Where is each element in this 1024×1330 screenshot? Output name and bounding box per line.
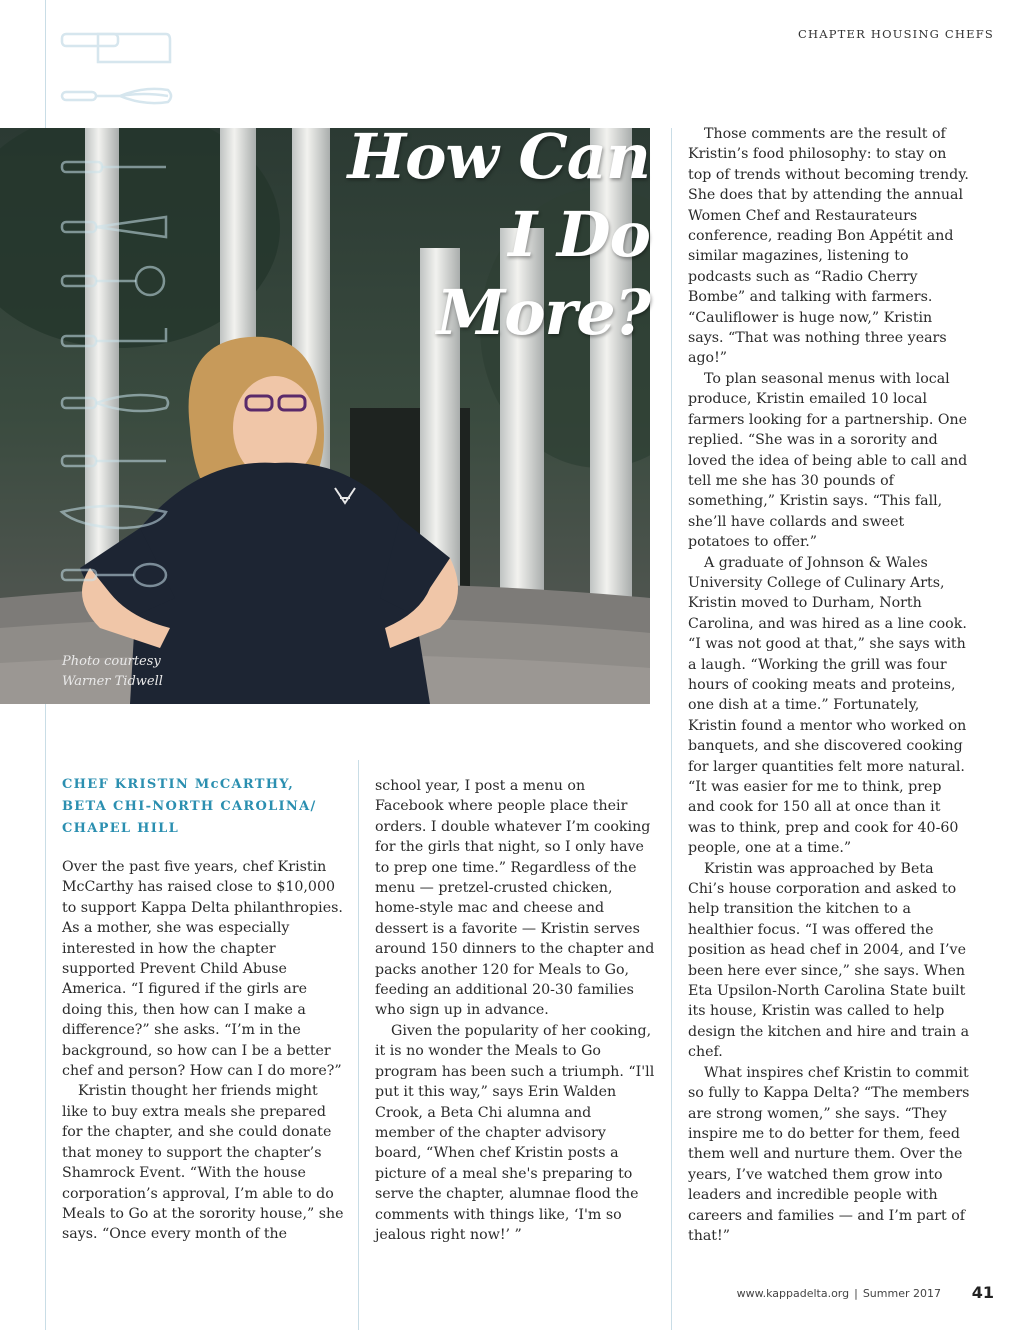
page-number: 41 bbox=[971, 1283, 994, 1302]
footer-separator: | bbox=[854, 1287, 858, 1300]
byline bbox=[62, 774, 342, 840]
utensil-column-icon bbox=[58, 150, 173, 590]
photo-credit-line-1: Photo courtesy bbox=[62, 654, 161, 669]
kitchen-utensils-icon bbox=[58, 28, 178, 118]
paragraph: school year, I post a menu on Facebook where people place their orders. I double whatever I’m cooking for the girls that night, so I only have to prep one time.” Regardless of the menu — pretzel-crusted chicken, home-style mac and cheese and dessert is a favorite — Kristin serves around 150 dinners to the chapter and packs another 120 for Meals to Go, feeding an additional 20-30 families who sign up in advance. bbox=[375, 778, 655, 1019]
paragraph: Kristin was approached by Beta Chi’s house corporation and asked to help transition the kitchen to a healthier focus. “I was offered the position as head chef in 2004, and I’ve been here ever since,” she says. When Eta Upsilon-North Carolina State built its house, Kristin was called to help design the kitchen and hire and train a chef. bbox=[688, 860, 970, 1061]
byline-line-2: BETA CHI-NORTH CAROLINA/ bbox=[62, 799, 317, 814]
column-rule-center-left bbox=[358, 760, 359, 1330]
footer-issue: Summer 2017 bbox=[862, 1287, 941, 1300]
headline bbox=[348, 118, 651, 352]
paragraph: Over the past five years, chef Kristin McCarthy has raised close to $10,000 to support Kappa Delta philanthropies. As a mother, she was especially interested in how the chapter supported Prevent Child Abuse America. “I figured if the girls are doing this, then how can I make a difference?” she asks. “I’m in the background, so how can I be a better chef and person? How can I do more?” bbox=[62, 859, 343, 1080]
headline-line-2: I Do bbox=[508, 198, 650, 271]
paragraph: What inspires chef Kristin to commit so fully to Kappa Delta? “The members are strong women,” she says. “They inspire me to do better for them, feed them well and nurture them. Over the years, I’ve watched them grow into leaders and incredible people with careers and families — and I’m part of that!” bbox=[688, 1064, 970, 1244]
paragraph: Kristin thought her friends might like to buy extra meals she prepared for the chapter, and she could donate that money to support the chapter’s Shamrock Event. “With the house corporation’s approval, I’m able to do Meals to Go at the sorority house,” she says. “Once every month of the bbox=[62, 1083, 344, 1243]
page-footer bbox=[737, 1287, 941, 1300]
photo-credit-line-2: Warner Tidwell bbox=[62, 674, 163, 689]
column-rule-center-right bbox=[671, 128, 672, 1330]
byline-line-3: CHAPEL HILL bbox=[62, 821, 180, 836]
article-column-3 bbox=[688, 124, 970, 1246]
paragraph: To plan seasonal menus with local produce, Kristin emailed 10 local farmers looking for a partnership. One replied. “She was in a sorority and loved the idea of being able to call and tell me she has 30 pounds of something,” Kristin says. “This fall, she’ll have collards and sweet potatoes to offer.” bbox=[688, 370, 968, 551]
byline-line-1: CHEF KRISTIN McCARTHY, bbox=[62, 777, 295, 792]
paragraph: A graduate of Johnson & Wales University College of Culinary Arts, Kristin moved to Durham, North Carolina, and was hired as a line cook. “I was not good at that,” she says with a laugh. “Working the grill was four hours of cooking meats and proteins, one dish at a time.” Fortunately, Kristin found a mentor who worked on banquets, and she discovered cooking for larger quantities felt more natural. “It was easier for me to think, prep and cook for 150 all at once than it was to think, prep and cook for 40-60 people, one at a time.” bbox=[688, 554, 967, 857]
headline-line-3: More? bbox=[436, 276, 650, 349]
paragraph: Given the popularity of her cooking, it is no wonder the Meals to Go program has been such a triumph. “I'll put it this way,” says Erin Walden Crook, a Beta Chi alumna and member of the chapter advisory board, “When chef Kristin posts a picture of a meal she's preparing to serve the chapter, alumnae flood the comments with things like, ‘I'm so jealous right now!’ ” bbox=[375, 1022, 655, 1243]
section-label: CHAPTER HOUSING CHEFS bbox=[797, 27, 994, 41]
photo-credit bbox=[62, 652, 163, 692]
footer-url: www.kappadelta.org bbox=[736, 1287, 850, 1300]
paragraph: Those comments are the result of Kristin’s food philosophy: to stay on top of trends without becoming trendy. She does that by attending the annual Women Chef and Restaurateurs conference, reading Bon Appétit and similar magazines, listening to podcasts such as “Radio Cherry Bombe” and talking with farmers. “Cauliflower is huge now,” Kristin says. “That was nothing three years ago!” bbox=[688, 126, 969, 367]
article-column-1 bbox=[62, 857, 344, 1245]
article-column-2 bbox=[375, 776, 655, 1245]
headline-line-1: How Can bbox=[347, 120, 650, 193]
